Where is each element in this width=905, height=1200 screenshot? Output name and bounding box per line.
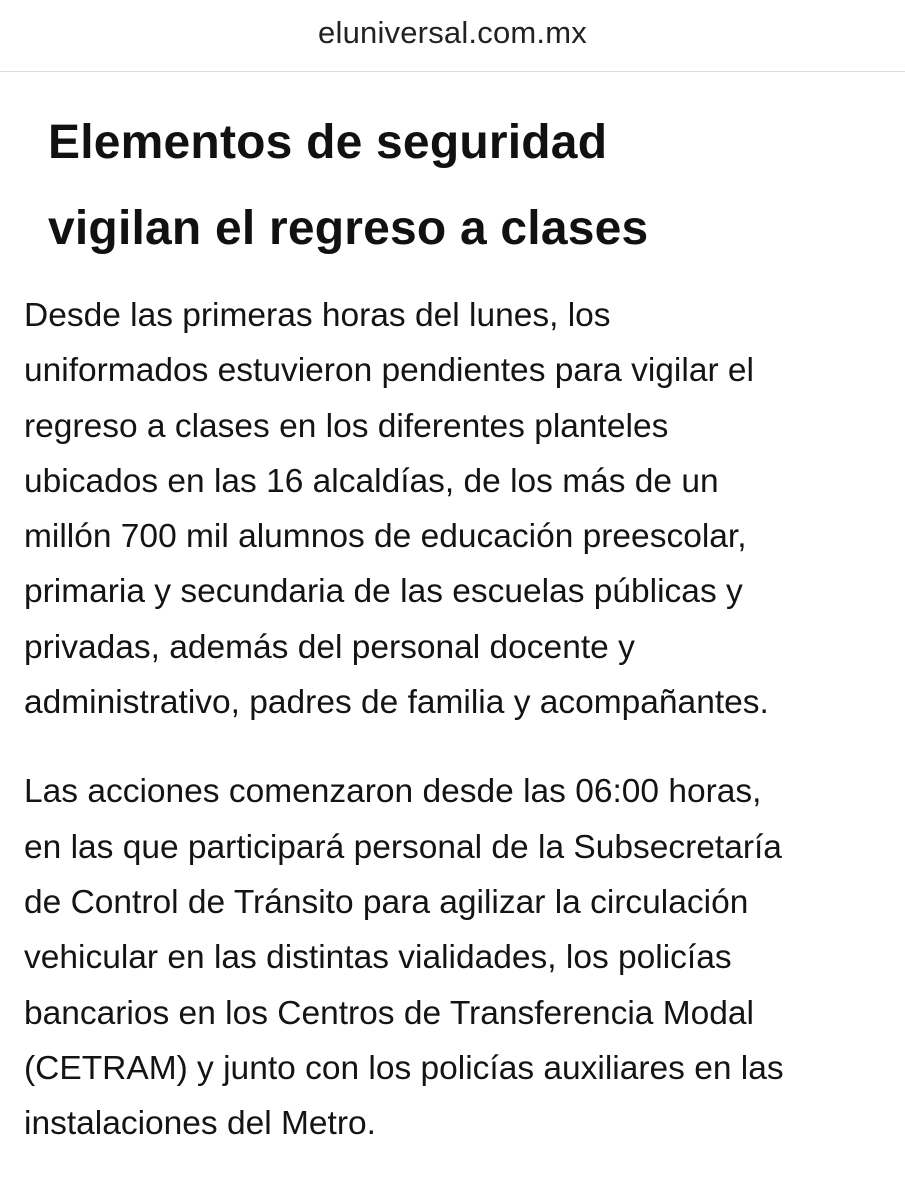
paragraph-line: en las que participará personal de la Subsecretaría [24, 828, 782, 866]
paragraph-line: Desde las primeras horas del lunes, los [24, 297, 611, 334]
paragraph-line: de Control de Tránsito para agilizar la circulación [24, 883, 749, 921]
paragraph-line: primaria y secundaria de las escuelas públicas y [24, 573, 743, 611]
paragraph-line: ubicados en las 16 alcaldías, de los más de un [24, 462, 719, 500]
paragraph-line: instalaciones del Metro. [24, 1105, 376, 1143]
paragraph-line: uniformados estuvieron pendientes para vigilar el [24, 352, 754, 390]
paragraph-line: bancarios en los Centros de Transferencia Modal [24, 994, 754, 1032]
paragraph-line: privadas, además del personal docente y [24, 628, 635, 666]
article-paragraph-2 [24, 764, 881, 1151]
headline-line: vigilan el regreso a clases [48, 202, 649, 255]
article-headline [48, 100, 881, 272]
paragraph-line: vehicular en las distintas vialidades, los policías [24, 939, 732, 977]
article [0, 100, 905, 1151]
paragraph-line: regreso a clases en los diferentes planteles [24, 407, 669, 445]
url-bar[interactable] [0, 0, 905, 72]
paragraph-line: millón 700 mil alumnos de educación preescolar, [24, 518, 747, 556]
url-text[interactable]: eluniversal.com.mx [318, 14, 587, 50]
paragraph-line: administrativo, padres de familia y acompañantes. [24, 684, 769, 722]
article-paragraph-1 [24, 288, 881, 730]
headline-line: Elementos de seguridad [48, 116, 608, 169]
paragraph-line: Las acciones comenzaron desde las 06:00 horas, [24, 773, 762, 811]
paragraph-line: (CETRAM) y junto con los policías auxiliares en las [24, 1049, 784, 1087]
